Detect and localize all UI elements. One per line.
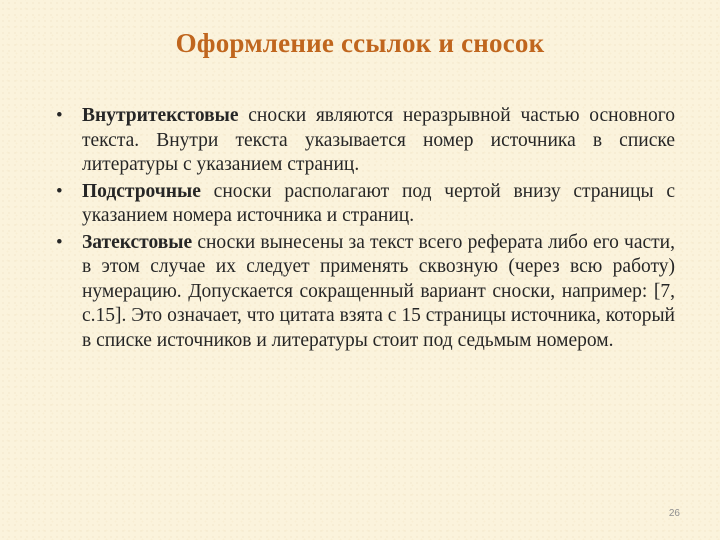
bullet-text: сноски располагают под чертой внизу страницы с указанием номера источника и страниц. bbox=[82, 180, 675, 226]
bullet-item-bottom-footnotes bbox=[50, 180, 675, 229]
term-bottom: Подстрочные bbox=[82, 180, 201, 202]
bullet-item-end-footnotes bbox=[50, 231, 675, 354]
page-number: 26 bbox=[668, 508, 680, 519]
bullet-marker: • bbox=[56, 231, 63, 253]
slide-title: Оформление ссылок и сносок bbox=[175, 28, 545, 58]
bullet-text: сноски вынесены за текст всего реферата либо его части, в этом случае их следует применять сквозную (через всю работу) нумерацию. Допускается сокращенный вариант сноски, например: [7, с.15]. Это означает, что цитата взята с 15 страницы источника, который в списке источников и литературы стоит под седьмым номером. bbox=[82, 231, 675, 351]
bullet-marker: • bbox=[56, 180, 63, 202]
term-inline: Внутритекстовые bbox=[82, 105, 239, 126]
bullet-marker: • bbox=[56, 105, 63, 126]
bullet-item-inline-footnotes bbox=[50, 104, 675, 178]
term-end: Затекстовые bbox=[82, 231, 193, 253]
bullet-list bbox=[50, 104, 675, 355]
bullet-text: сноски являются неразрывной частью основного текста. Внутри текста указывается номер источника в списке литературы с указанием страниц. bbox=[82, 105, 675, 175]
